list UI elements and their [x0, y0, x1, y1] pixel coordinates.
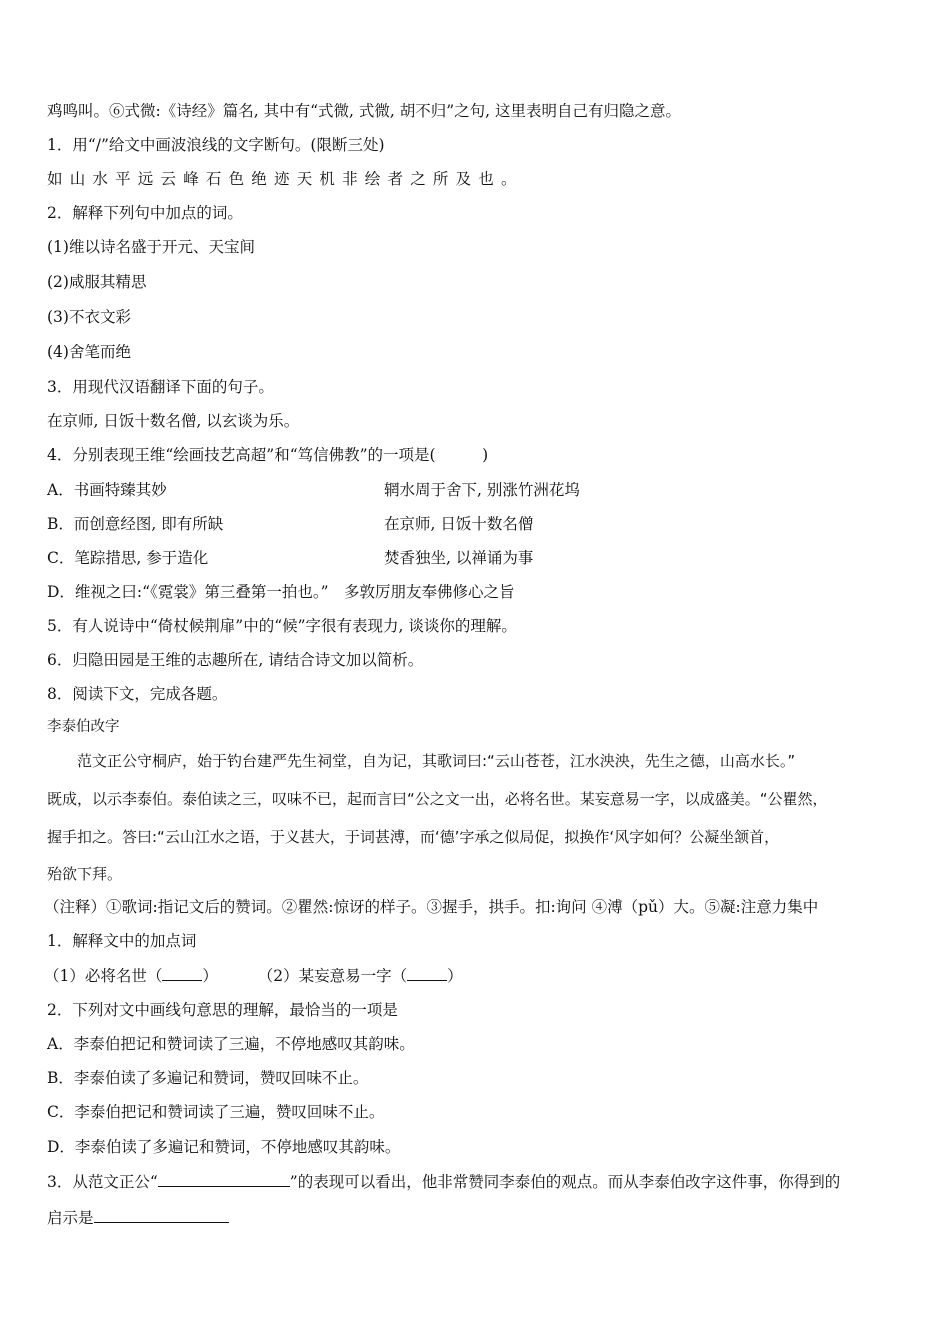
option-d: D．维视之曰:“《霓裳》第三叠第一拍也。” 多敦厉朋友奉佛修心之旨 [47, 583, 515, 601]
fill-in-row [44, 964, 463, 987]
annotation-notes: （注释）①歌词:指记文后的赞词。②瞿然:惊讶的样子。③握手，拱手。扣:询问 ④溥（pǔ）大。⑤凝:注意力集中 [44, 898, 819, 916]
passage-line-1: 范文正公守桐庐，始于钓台建严先生祠堂，自为记，其歌词曰:“云山苍苍，江水泱泱，先生之德，山高水长。” [47, 752, 796, 770]
passage-line-4: 殆欲下拜。 [47, 865, 123, 883]
fill-in-1-blank[interactable] [162, 964, 202, 981]
fill-in-2-label: （2）某妄意易一字（ [257, 967, 408, 985]
passage-title: 李泰伯改字 [47, 719, 120, 735]
passage-option-b: B．李泰伯读了多遍记和赞词，赞叹回味不止。 [47, 1069, 369, 1087]
question-5: 5．有人说诗中“倚杖候荆扉”中的“候”字很有表现力, 谈谈你的理解。 [47, 617, 517, 635]
translate-sentence: 在京师, 日饭十数名僧, 以玄谈为乐。 [47, 412, 300, 430]
option-b-right: 在京师, 日饭十数名僧 [384, 515, 534, 533]
fill-in-2-blank[interactable] [407, 964, 447, 981]
question-3-end: ”的表现可以看出，他非常赞同李泰伯的观点。而从李泰伯改字这件事，你得到的 [289, 1173, 841, 1191]
question-3-start: 3．从范文正公“ [47, 1173, 158, 1191]
fill-in-1-label: （1）必将名世（ [44, 967, 163, 985]
question-1-punctuation: 1．用“/”给文中画波浪线的文字断句。(限断三处) [47, 136, 385, 154]
question-4-choice: 4．分别表现王维“绘画技艺高超”和“笃信佛教”的一项是( ) [47, 446, 489, 464]
option-a-left: A．书画特臻其妙 [47, 481, 167, 499]
fill-in-1-close: ） [202, 967, 218, 985]
sub-item-4: (4)舍笔而绝 [47, 343, 131, 361]
footnote-line: 鸡鸣叫。⑥式微:《诗经》篇名, 其中有“式微, 式微, 胡不归”之句, 这里表明自己有归隐之意。 [47, 102, 681, 120]
passage-line-3: 握手扣之。答曰:“云山江水之语，于义甚大，于词甚溥，而‘德’字承之似局促，拟换作‘风字如何？公凝坐颔首， [47, 828, 780, 846]
passage-option-d: D．李泰伯读了多遍记和赞词，不停地感叹其韵味。 [47, 1138, 401, 1156]
question-6: 6．归隐田园是王维的志趣所在, 请结合诗文加以简析。 [47, 651, 424, 669]
passage-option-a: A．李泰伯把记和赞词读了三遍，不停地感叹其韵味。 [47, 1035, 415, 1053]
sub-item-2: (2)咸服其精思 [47, 273, 147, 291]
question-3-blank[interactable] [158, 1170, 290, 1187]
passage-option-c: C．李泰伯把记和赞词读了三遍，赞叹回味不止。 [47, 1103, 385, 1121]
option-b-left: B．而创意经图, 即有所缺 [47, 515, 224, 533]
question-3-continue [47, 1206, 229, 1229]
insight-label: 启示是 [47, 1209, 94, 1227]
passage-question-1: 1．解释文中的加点词 [47, 932, 197, 950]
question-2-explain: 2．解释下列句中加点的词。 [47, 204, 243, 222]
option-c-left: C．笔踪措思, 参于造化 [47, 549, 209, 567]
fill-in-2-close: ） [447, 967, 463, 985]
sub-item-1: (1)维以诗名盛于开元、天宝间 [47, 238, 255, 256]
section-8-heading: 8．阅读下文，完成各题。 [47, 685, 228, 703]
question-3-translate: 3．用现代汉语翻译下面的句子。 [47, 378, 274, 396]
passage-line-2: 既成，以示李泰伯。泰伯读之三，叹味不已，起而言曰“公之文一出，必将名世。某妄意易一字，以成盛美。“公瞿然， [47, 790, 828, 808]
option-c-right: 焚香独坐, 以禅诵为事 [384, 549, 534, 567]
option-a-right: 辋水周于舍下, 别涨竹洲花坞 [384, 481, 580, 499]
insight-blank[interactable] [94, 1206, 229, 1223]
sub-item-3: (3)不衣文彩 [47, 308, 131, 326]
wavy-line-text: 如山水平远云峰石色绝迹天机非绘者之所及也。 [47, 170, 524, 188]
passage-question-2: 2．下列对文中画线句意思的理解，最恰当的一项是 [47, 1001, 398, 1019]
passage-question-3 [47, 1170, 840, 1193]
